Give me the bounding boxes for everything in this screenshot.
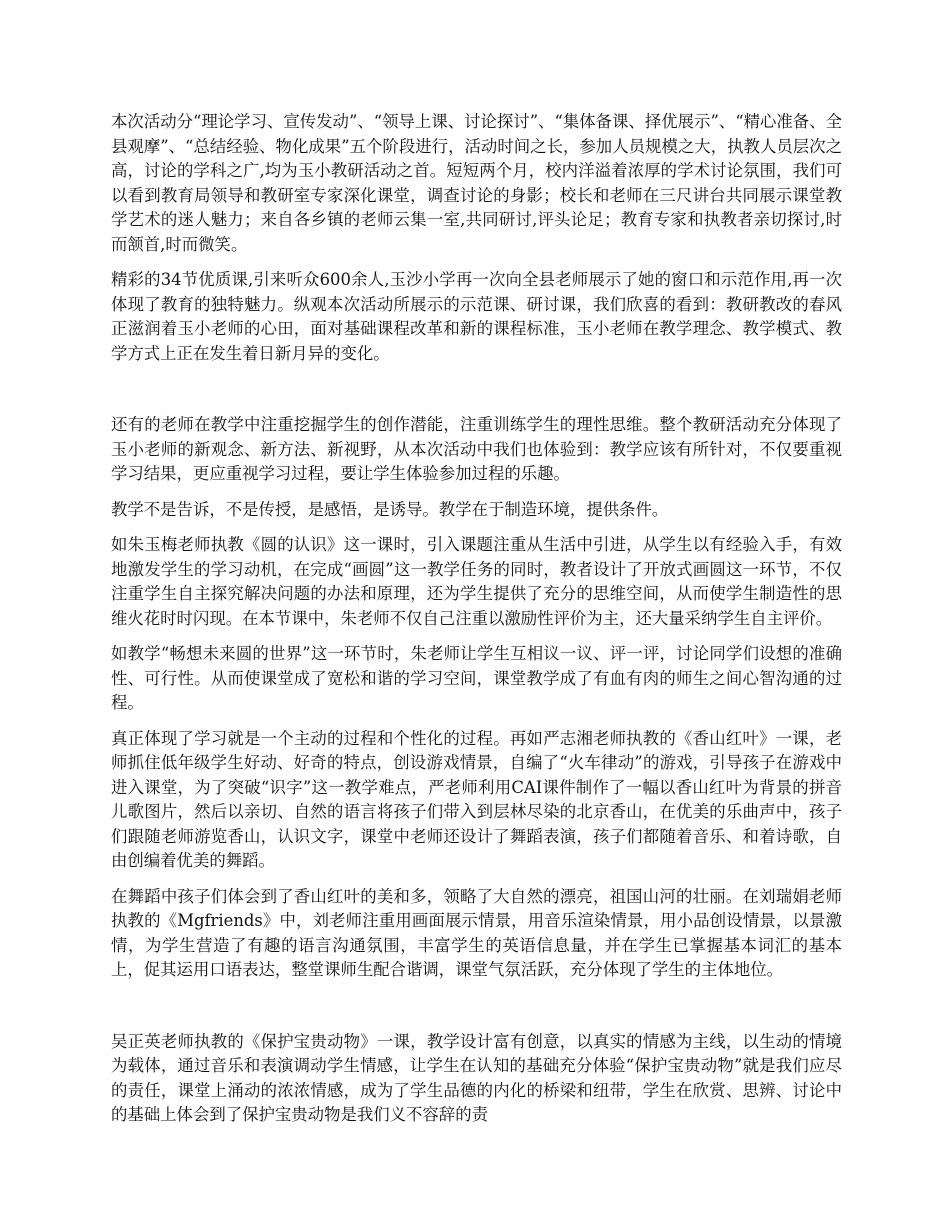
paragraph-xiangshan-lesson: 真正体现了学习就是一个主动的过程和个性化的过程。再如严志湘老师执教的《香山红叶》一课，老师抓住低年级学生好动、好奇的特点，创设游戏情景，自编了“火车律动”的游戏，引导孩子在游戏中进入课堂，为了突破“识字”这一教学难点，严老师利用CAI课件制作了一幅以香山红叶为背景的拼音儿歌图片，然后以亲切、自然的语言将孩子们带入到层林尽染的北京香山，在优美的乐曲声中，孩子们跟随老师游览香山，认识文字，课堂中老师还设计了舞蹈表演，孩子们都随着音乐、和着诗歌，自由创编着优美的舞蹈。 [111, 728, 842, 870]
document-page [111, 110, 842, 1139]
paragraph-circle-lesson: 如朱玉梅老师执教《圆的认识》这一课时，引入课题注重从生活中引进，从学生以有经验入手，有效地激发学生的学习动机，在完成“画圆”这一教学任务的同时，教者设计了开放式画圆这一环节，不仅注重学生自主探究解决问题的办法和原理，还为学生提供了充分的思维空间，从而使学生制造性的思维火花时时闪现。在本节课中，朱老师不仅自己注重以激励性评价为主，还大量采纳学生自主评价。 [111, 535, 842, 628]
section-gap [111, 994, 842, 1030]
paragraph-activity-stages: 本次活动分“理论学习、宣传发动”、“领导上课、讨论探讨”、“集体备课、择优展示”、“精心准备、全县观摩”、“总结经验、物化成果”五个阶段进行，活动时间之长，参加人员规模之大，执教人员层次之高，讨论的学科之广,均为玉小教研活动之首。短短两个月，校内洋溢着浓厚的学术讨论氛围，我们可以看到教育局领导和教研室专家深化课堂，调查讨论的身影；校长和老师在三尺讲台共同展示课堂教学艺术的迷人魅力；来自各乡镇的老师云集一室,共同研讨,评头论足；教育专家和执教者亲切探讨,时而颔首,时而微笑。 [111, 112, 842, 254]
paragraph-creative-potential: 还有的老师在教学中注重挖掘学生的创作潜能，注重训练学生的理性思维。整个教研活动充分体现了玉小老师的新观念、新方法、新视野，从本次活动中我们也体验到：教学应该有所针对，不仅要重视学习结果，更应重视学习过程，要让学生体验参加过程的乐趣。 [111, 415, 842, 483]
paragraph-animal-lesson: 吴正英老师执教的《保护宝贵动物》一课，教学设计富有创意，以真实的情感为主线，以生动的情境为载体，通过音乐和表演调动学生情感，让学生在认知的基础充分体验“保护宝贵动物”就是我们应尽的责任，课堂上涌动的浓浓情感，成为了学生品德的内化的桥梁和纽带，学生在欣赏、思辨、讨论中的基础上体会到了保护宝贵动物是我们义不容辞的责 [111, 1031, 842, 1124]
paragraph-quality-lessons: 精彩的34节优质课,引来听众600余人,玉沙小学再一次向全县老师展示了她的窗口和示范作用,再一次体现了教育的独特魅力。纵观本次活动所展示的示范课、研讨课，我们欣喜的看到：教研教改的春风正滋润着玉小老师的心田，面对基础课程改革和新的课程标准，玉小老师在教学理念、教学模式、教学方式上正在发生着日新月异的变化。 [111, 270, 842, 363]
paragraph-teaching-principle: 教学不是告诉，不是传授，是感悟，是诱导。教学在于制造环境，提供条件。 [111, 499, 669, 519]
section-gap [111, 377, 842, 413]
paragraph-dance-english: 在舞蹈中孩子们体会到了香山红叶的美和多，领略了大自然的漂亮，祖国山河的壮丽。在刘瑞娟老师执教的《Mgfriends》中，刘老师注重用画面展示情景，用音乐渲染情景，用小品创设情景，以景激情，为学生营造了有趣的语言沟通氛围，丰富学生的英语信息量，并在学生已掌握基本词汇的基本上，促其运用口语表达，整堂课师生配合谐调，课堂气氛活跃，充分体现了学生的主体地位。 [111, 886, 842, 979]
paragraph-future-circle: 如教学“畅想未来圆的世界”这一环节时，朱老师让学生互相议一议、评一评，讨论同学们设想的准确性、可行性。从而使课堂成了宽松和谐的学习空间，课堂教学成了有血有肉的师生之间心智沟通的过程。 [111, 644, 842, 712]
